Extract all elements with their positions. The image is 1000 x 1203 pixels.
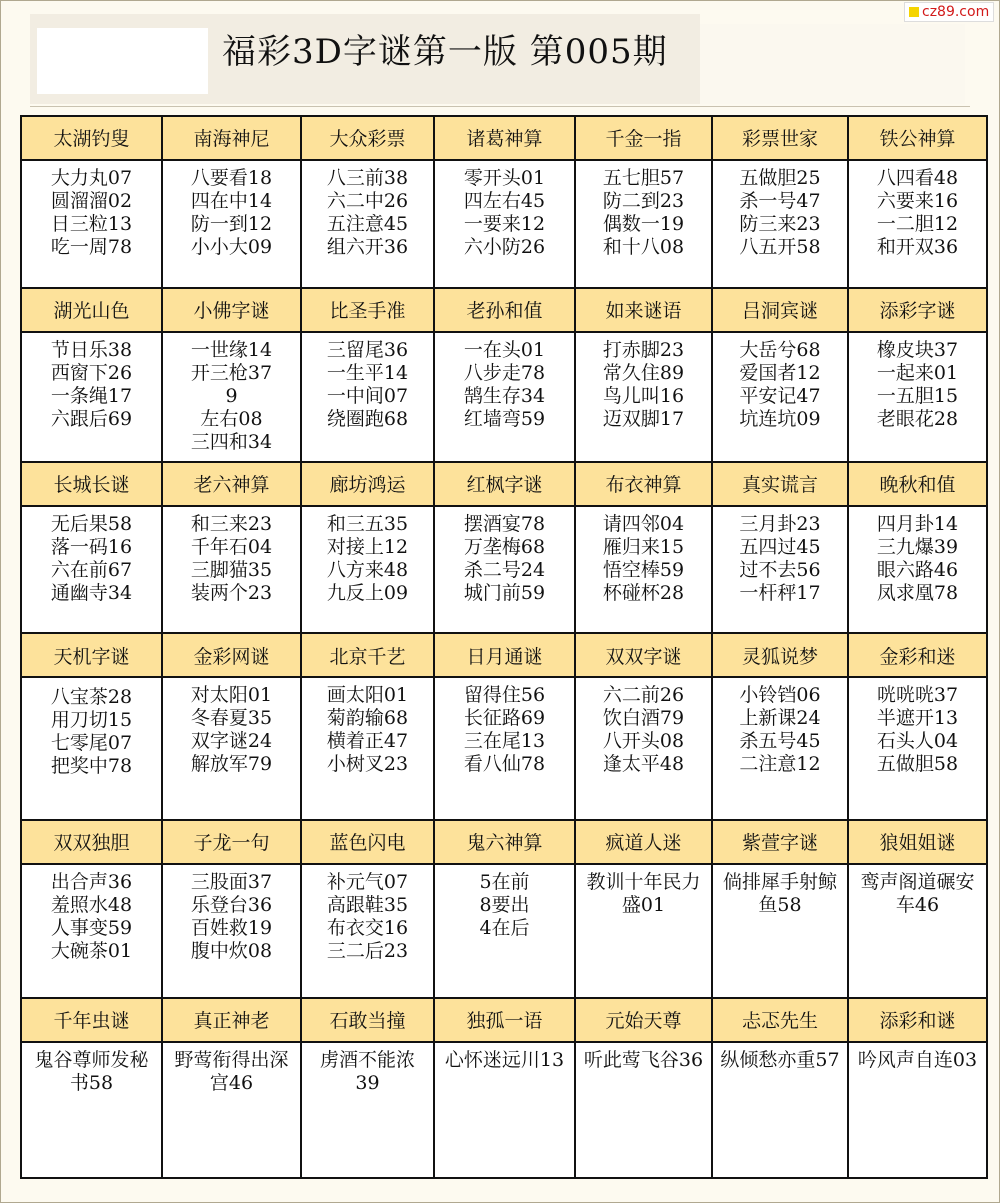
header-row — [21, 116, 987, 160]
riddle-line: 5在前 — [479, 870, 530, 893]
riddle-line: 鸾声阁道碾安车46 — [860, 870, 975, 916]
column-header: 紫萱字谜 — [712, 820, 848, 864]
riddle-line: 一世缘14 — [190, 338, 273, 361]
riddle-line: 逢太平48 — [602, 753, 685, 776]
riddle-line: 画太阳01 — [326, 684, 409, 707]
riddle-cell — [848, 1042, 987, 1178]
column-header: 子龙一句 — [162, 820, 301, 864]
header-row — [21, 820, 987, 864]
riddle-line: 八要看18 — [190, 166, 273, 189]
riddle-cell — [162, 1042, 301, 1178]
column-header: 金彩和迷 — [848, 633, 987, 677]
riddle-cell — [575, 677, 712, 819]
riddle-line: 八四看48 — [876, 166, 959, 189]
riddle-line: 羞照水48 — [50, 893, 133, 916]
riddle-line: 五做胆58 — [876, 753, 959, 776]
riddle-cell — [575, 864, 712, 998]
column-header: 布衣神算 — [575, 462, 712, 506]
riddle-line: 开三枪37 — [190, 361, 273, 384]
riddle-line: 三四和34 — [190, 430, 273, 453]
riddle-cell — [21, 677, 162, 819]
riddle-line: 杀二号24 — [463, 558, 546, 581]
riddle-cell — [21, 332, 162, 462]
riddle-row — [21, 332, 987, 462]
riddle-cell — [301, 864, 434, 998]
column-header: 比圣手准 — [301, 288, 434, 332]
column-header: 双双独胆 — [21, 820, 162, 864]
riddle-line: 腹中炊08 — [190, 939, 273, 962]
riddle-line: 看八仙78 — [463, 753, 546, 776]
header-row — [21, 462, 987, 506]
riddle-line: 三九爆39 — [876, 535, 959, 558]
riddle-line: 左右08 — [200, 407, 263, 430]
riddle-line: 过不去56 — [739, 558, 821, 581]
column-header: 双双字谜 — [575, 633, 712, 677]
riddle-line: 防二到23 — [602, 189, 685, 212]
riddle-line: 一起来01 — [876, 361, 959, 384]
riddle-line: 布衣交16 — [326, 916, 409, 939]
riddle-line: 五四过45 — [739, 535, 821, 558]
riddle-line: 日三粒13 — [50, 212, 133, 235]
riddle-line: 一在头01 — [463, 338, 546, 361]
riddle-line: 四在中14 — [190, 189, 273, 212]
riddle-cell — [575, 506, 712, 634]
riddle-line: 二注意12 — [739, 753, 821, 776]
riddle-line: 防三来23 — [739, 212, 821, 235]
riddle-line: 半遮开13 — [876, 707, 959, 730]
riddle-cell — [434, 506, 575, 634]
column-header: 鬼六神算 — [434, 820, 575, 864]
riddle-line: 小小大09 — [190, 235, 273, 258]
riddle-line: 四左右45 — [463, 189, 546, 212]
riddle-line: 零开头01 — [463, 166, 546, 189]
column-header: 吕洞宾谜 — [712, 288, 848, 332]
riddle-line: 雁归来15 — [602, 535, 685, 558]
riddle-line: 三月卦23 — [739, 512, 821, 535]
riddle-cell — [21, 864, 162, 998]
riddle-line: 鬼谷尊师发秘书58 — [34, 1048, 149, 1094]
riddle-cell — [575, 332, 712, 462]
riddle-line: 4在后 — [479, 916, 530, 939]
riddle-line: 小树叉23 — [326, 753, 409, 776]
riddle-line: 请四邻04 — [602, 512, 685, 535]
riddle-cell — [712, 506, 848, 634]
riddle-line: 倘排犀手射鲸鱼58 — [722, 870, 837, 916]
riddle-cell — [848, 506, 987, 634]
riddle-cell — [21, 160, 162, 288]
column-header: 灵狐说梦 — [712, 633, 848, 677]
riddle-line: 万垄梅68 — [463, 535, 546, 558]
riddle-line: 饮白酒79 — [602, 707, 685, 730]
column-header: 真正神老 — [162, 998, 301, 1042]
column-header: 日月通谜 — [434, 633, 575, 677]
riddle-line: 八五开58 — [739, 235, 821, 258]
riddle-line: 迈双脚17 — [602, 407, 685, 430]
header-row — [21, 288, 987, 332]
riddle-cell — [848, 332, 987, 462]
riddle-line: 一杆秤17 — [739, 581, 821, 604]
riddle-cell — [434, 332, 575, 462]
column-header: 千金一指 — [575, 116, 712, 160]
riddle-line: 无后果58 — [50, 512, 133, 535]
riddle-line: 爱国者12 — [739, 361, 821, 384]
riddle-line: 和三五35 — [326, 512, 409, 535]
riddle-line: 出合声36 — [50, 870, 133, 893]
riddle-row — [21, 1042, 987, 1178]
column-header: 小佛字谜 — [162, 288, 301, 332]
riddle-cell — [162, 160, 301, 288]
riddle-line: 八三前38 — [326, 166, 409, 189]
riddle-row — [21, 160, 987, 288]
riddle-line: 八方来48 — [326, 558, 409, 581]
riddle-line: 五七胆57 — [602, 166, 685, 189]
riddle-line: 野莺衔得出深宫46 — [174, 1048, 289, 1094]
riddle-cell — [575, 160, 712, 288]
column-header: 疯道人迷 — [575, 820, 712, 864]
riddle-cell — [21, 506, 162, 634]
riddle-line: 千年石04 — [190, 535, 273, 558]
riddle-line: 大岳兮68 — [739, 338, 821, 361]
riddle-line: 八宝茶28 — [50, 686, 133, 709]
riddle-line: 偶数一19 — [602, 212, 685, 235]
riddle-cell — [162, 677, 301, 819]
page-title: 福彩3D字谜第一版 第005期 — [222, 32, 668, 72]
riddle-cell — [434, 864, 575, 998]
riddle-line: 杀一号47 — [739, 189, 821, 212]
column-header: 元始天尊 — [575, 998, 712, 1042]
riddle-line: 教训十年民力盛01 — [586, 870, 701, 916]
column-header: 晚秋和值 — [848, 462, 987, 506]
riddle-cell — [162, 332, 301, 462]
riddle-cell — [712, 160, 848, 288]
riddle-line: 五注意45 — [326, 212, 409, 235]
header-row — [21, 998, 987, 1042]
column-header: 石敢当撞 — [301, 998, 434, 1042]
riddle-line: 吃一周78 — [50, 235, 133, 258]
column-header: 湖光山色 — [21, 288, 162, 332]
riddle-line: 平安记47 — [739, 384, 821, 407]
riddle-row — [21, 506, 987, 634]
riddle-line: 六二中26 — [326, 189, 409, 212]
riddle-cell — [712, 1042, 848, 1178]
column-header: 如来谜语 — [575, 288, 712, 332]
riddle-line: 八开头08 — [602, 730, 685, 753]
riddle-line: 对太阳01 — [190, 684, 273, 707]
column-header: 长城长谜 — [21, 462, 162, 506]
column-header: 南海神尼 — [162, 116, 301, 160]
riddle-line: 圆溜溜02 — [50, 189, 133, 212]
riddle-line: 杯碰杯28 — [602, 581, 685, 604]
riddle-line: 三留尾36 — [326, 338, 409, 361]
riddle-cell — [301, 332, 434, 462]
riddle-line: 一二胆12 — [876, 212, 959, 235]
riddle-line: 吟风声自连03 — [857, 1048, 978, 1071]
column-header: 诸葛神算 — [434, 116, 575, 160]
riddle-line: 通幽寺34 — [50, 581, 133, 604]
riddle-line: 红墙弯59 — [463, 407, 546, 430]
riddle-line: 鹄生存34 — [463, 384, 546, 407]
title-divider — [30, 106, 970, 107]
logo-placeholder — [37, 28, 208, 94]
column-header: 添彩字谜 — [848, 288, 987, 332]
riddle-line: 凤求凰78 — [876, 581, 959, 604]
riddle-line: 把奖中78 — [50, 755, 133, 778]
column-header: 忐忑先生 — [712, 998, 848, 1042]
column-header: 蓝色闪电 — [301, 820, 434, 864]
riddle-line: 听此莺飞谷36 — [583, 1048, 704, 1071]
riddle-line: 五做胆25 — [739, 166, 821, 189]
riddle-line: 节日乐38 — [50, 338, 133, 361]
riddle-cell — [712, 864, 848, 998]
riddle-line: 橡皮块37 — [876, 338, 959, 361]
riddle-line: 长征路69 — [463, 707, 546, 730]
riddle-line: 坑连坑09 — [739, 407, 821, 430]
column-header: 大众彩票 — [301, 116, 434, 160]
title-banner-right — [700, 24, 965, 104]
riddle-cell — [848, 864, 987, 998]
riddle-line: 咣咣咣37 — [876, 684, 959, 707]
riddle-line: 鸟儿叫16 — [602, 384, 685, 407]
riddle-line: 一要来12 — [463, 212, 546, 235]
riddle-cell — [848, 677, 987, 819]
riddle-cell — [712, 332, 848, 462]
riddle-line: 六跟后69 — [50, 407, 133, 430]
riddle-line: 和三来23 — [190, 512, 273, 535]
riddle-line: 小铃铛06 — [739, 684, 821, 707]
riddle-line: 心怀迷远川13 — [444, 1048, 565, 1071]
watermark-square-icon — [909, 7, 919, 17]
riddle-cell — [434, 160, 575, 288]
riddle-line: 乐登台36 — [190, 893, 273, 916]
riddle-line: 常久住89 — [602, 361, 685, 384]
riddle-line: 大碗茶01 — [50, 939, 133, 962]
riddle-cell — [162, 864, 301, 998]
riddle-cell — [21, 1042, 162, 1178]
riddle-line: 六在前67 — [50, 558, 133, 581]
column-header: 铁公神算 — [848, 116, 987, 160]
riddle-cell — [712, 677, 848, 819]
riddle-line: 和十八08 — [602, 235, 685, 258]
riddle-line: 一五胆15 — [876, 384, 959, 407]
riddle-line: 六二前26 — [602, 684, 685, 707]
riddle-line: 虏酒不能浓39 — [319, 1048, 415, 1094]
column-header: 老六神算 — [162, 462, 301, 506]
riddle-row — [21, 864, 987, 998]
watermark-text: cz89.com — [922, 4, 990, 20]
riddle-line: 一条绳17 — [50, 384, 133, 407]
riddle-line: 八步走78 — [463, 361, 546, 384]
riddle-line: 菊韵输68 — [326, 707, 409, 730]
riddle-cell — [434, 677, 575, 819]
riddle-line: 三脚猫35 — [190, 558, 273, 581]
riddle-line: 三股面37 — [190, 870, 273, 893]
riddle-line: 上新课24 — [739, 707, 821, 730]
riddle-line: 一生平14 — [326, 361, 409, 384]
riddle-cell — [301, 160, 434, 288]
column-header: 千年虫谜 — [21, 998, 162, 1042]
riddle-cell — [848, 160, 987, 288]
column-header: 红枫字谜 — [434, 462, 575, 506]
column-header: 太湖钓叟 — [21, 116, 162, 160]
column-header: 真实谎言 — [712, 462, 848, 506]
column-header: 北京千艺 — [301, 633, 434, 677]
riddle-line: 解放军79 — [190, 753, 273, 776]
riddle-cell — [434, 1042, 575, 1178]
riddle-line: 石头人04 — [876, 730, 959, 753]
riddle-cell — [162, 506, 301, 634]
column-header: 天机字谜 — [21, 633, 162, 677]
column-header: 彩票世家 — [712, 116, 848, 160]
riddle-line: 纵倾愁亦重57 — [720, 1048, 840, 1071]
column-header: 狼姐姐谜 — [848, 820, 987, 864]
riddle-line: 眼六路46 — [876, 558, 959, 581]
riddle-line: 摆酒宴78 — [463, 512, 546, 535]
riddle-line: 9 — [225, 384, 238, 407]
riddle-line: 百姓救19 — [190, 916, 273, 939]
riddle-line: 一中间07 — [326, 384, 409, 407]
riddle-line: 防一到12 — [190, 212, 273, 235]
riddle-line: 打赤脚23 — [602, 338, 685, 361]
riddle-cell — [301, 677, 434, 819]
riddle-line: 六要来16 — [876, 189, 959, 212]
riddle-line: 悟空棒59 — [602, 558, 685, 581]
riddle-line: 和开双36 — [876, 235, 959, 258]
column-header: 独孤一语 — [434, 998, 575, 1042]
riddle-cell — [575, 1042, 712, 1178]
riddle-line: 双字谜24 — [190, 730, 273, 753]
column-header: 金彩网谜 — [162, 633, 301, 677]
riddle-line: 用刀切15 — [50, 709, 133, 732]
riddle-line: 人事变59 — [50, 916, 133, 939]
riddle-line: 高跟鞋35 — [326, 893, 409, 916]
site-watermark — [904, 2, 994, 22]
riddle-line: 杀五号45 — [739, 730, 821, 753]
riddle-line: 大力丸07 — [50, 166, 133, 189]
header-row — [21, 633, 987, 677]
riddle-line: 三在尾13 — [463, 730, 546, 753]
riddle-line: 九反上09 — [326, 581, 409, 604]
riddle-row — [21, 677, 987, 819]
riddle-line: 留得住56 — [463, 684, 546, 707]
riddle-line: 对接上12 — [326, 535, 409, 558]
column-header: 廊坊鸿运 — [301, 462, 434, 506]
riddle-line: 装两个23 — [190, 581, 273, 604]
riddle-line: 冬春夏35 — [190, 707, 273, 730]
riddle-table — [20, 115, 988, 1179]
riddle-line: 补元气07 — [326, 870, 409, 893]
riddle-line: 六小防26 — [463, 235, 546, 258]
riddle-line: 三二后23 — [326, 939, 409, 962]
riddle-line: 七零尾07 — [50, 732, 133, 755]
riddle-line: 横着正47 — [326, 730, 409, 753]
riddle-line: 落一码16 — [50, 535, 133, 558]
column-header: 添彩和谜 — [848, 998, 987, 1042]
riddle-line: 8要出 — [479, 893, 530, 916]
riddle-cell — [301, 506, 434, 634]
column-header: 老孙和值 — [434, 288, 575, 332]
riddle-cell — [301, 1042, 434, 1178]
riddle-line: 绕圈跑68 — [326, 407, 409, 430]
riddle-line: 四月卦14 — [876, 512, 959, 535]
riddle-line: 西窗下26 — [50, 361, 133, 384]
riddle-line: 老眼花28 — [876, 407, 959, 430]
riddle-line: 组六开36 — [326, 235, 409, 258]
riddle-line: 城门前59 — [463, 581, 546, 604]
